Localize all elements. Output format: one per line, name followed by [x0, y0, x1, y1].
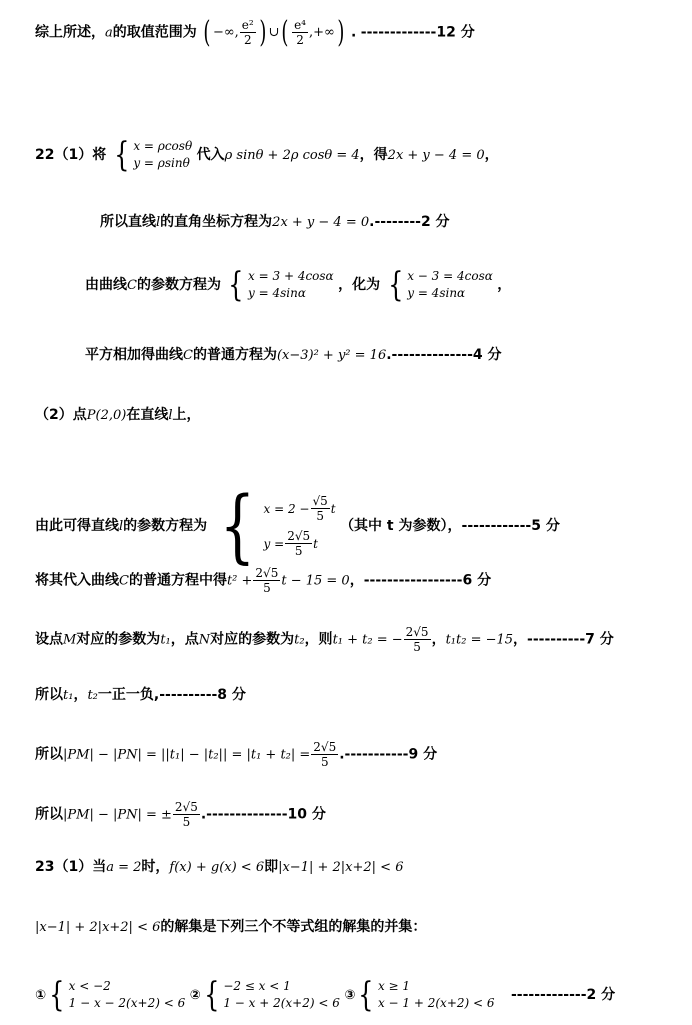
equation: |x−1| + 2|x+2| < 6 [35, 920, 161, 935]
text: 的参数方程为 [136, 277, 221, 293]
text: 平方相加得曲线 [85, 347, 183, 363]
case-marker: ① [35, 988, 47, 1003]
equation: |PM| − |PN| = ||t₁| − |t₂|| = |t₁ + t₂| = [63, 747, 311, 763]
var-t2: t₂ [87, 688, 98, 703]
text: 的直角坐标方程为 [160, 214, 273, 230]
text: 设点 [35, 631, 63, 648]
equation: |PM| − |PN| = ± [63, 807, 172, 823]
score-mark: .--------------4 分 [386, 347, 502, 363]
vieta-line: 设点M对应的参数为t₁，点N对应的参数为t₂，则t₁ + t₂ = − $\frac{2√5}{5}$ ，t₁t₂ = −15，----------7 分 [35, 625, 614, 654]
text: 的普通方程中得 [128, 572, 227, 589]
curve-param-line [85, 265, 512, 305]
equation: f(x) + g(x) < 6 [169, 860, 265, 875]
text: （其中 t 为参数）， [340, 518, 462, 534]
sys-row: y = 4sinα [407, 286, 466, 300]
score-mark: -------------2 分 [510, 987, 616, 1003]
text: 22（1）将 [35, 147, 107, 163]
var-M: M [63, 632, 77, 648]
substitute-line: 将其代入曲线C的普通方程中得t² + $\frac{2√5}{5}$ t − 15 = 0，-----------------6 分 [35, 566, 492, 595]
score-mark: .--------2 分 [369, 214, 450, 230]
text: ， [484, 147, 499, 163]
param-system-2: { x − 3 = 4cosα y = 4sinα [387, 265, 493, 305]
text: 所以直线 [100, 214, 156, 230]
q22-part2-line [35, 406, 201, 425]
var-a: a [105, 25, 113, 41]
score-mark: .-----------9 分 [339, 746, 438, 763]
text: 由曲线 [85, 277, 127, 293]
text: 的取值范围为 [112, 24, 197, 41]
equation: t² + [226, 573, 253, 589]
var-C: C [119, 573, 129, 589]
line-param-eq [35, 479, 560, 572]
text: （2）点 [35, 407, 87, 423]
case-marker: ③ [344, 988, 356, 1003]
score-mark: ------------5 分 [461, 518, 560, 534]
point-P: P(2,0) [86, 408, 127, 423]
text: . [351, 24, 357, 41]
q22-part1-line [35, 135, 499, 175]
text: ， [497, 277, 512, 293]
score-mark: -------------12 分 [360, 24, 475, 41]
text: 的参数方程为 [123, 518, 208, 534]
equation: ρ sinθ + 2ρ cosθ = 4 [224, 148, 360, 163]
equation: t₁ + t₂ = − [332, 632, 403, 648]
text: 对应的参数为 [76, 631, 161, 648]
score-mark: ----------7 分 [527, 631, 614, 648]
var-l: l [156, 215, 161, 230]
curve-standard-eq [85, 346, 502, 365]
sys-row: x = 2 − $\frac{√5}{5}$ t [263, 494, 336, 523]
sys-row: x = 3 + 4cosα [248, 269, 334, 283]
equation: a = 2 [106, 860, 142, 875]
text: 即 [264, 859, 279, 875]
abs-diff-line: 所以|PM| − |PN| = ||t₁| − |t₂|| = |t₁ + t₂| = $\frac{2√5}{5}$ .-----------9 分 [35, 740, 438, 769]
text: 在直线 [126, 407, 169, 423]
score-mark: ----------8 分 [159, 687, 246, 703]
case-system: { x < −2 1 − x − 2(x+2) < 6 [49, 975, 186, 1015]
text: 综上所述， [35, 24, 105, 41]
text: ，化为 [338, 277, 381, 293]
case-system: { −2 ≤ x < 1 1 − x + 2(x+2) < 6 [203, 975, 340, 1015]
text: 的解集是下列三个不等式组的解集的并集： [160, 919, 427, 935]
text: 上， [172, 407, 201, 423]
line-cartesian-eq [100, 213, 450, 232]
param-system: { x = 3 + 4cosα y = 4sinα [228, 265, 334, 305]
substitution-system: { x = ρcosθ y = ρsinθ [113, 135, 193, 175]
equation: 2x + y − 4 = 0 [272, 215, 370, 230]
sys-row: x = ρcosθ [133, 139, 193, 153]
sys-row: x − 3 = 4cosα [407, 269, 493, 283]
equation: t − 15 = 0 [281, 573, 350, 589]
text: 代入 [196, 147, 225, 163]
text: 将其代入曲线 [35, 572, 119, 589]
equation: t₁t₂ = −15 [445, 632, 514, 648]
var-C: C [183, 348, 193, 363]
text: 的普通方程为 [192, 347, 277, 363]
var-t1: t₁ [63, 688, 74, 703]
text: 23（1）当 [35, 859, 107, 875]
var-l: l [119, 519, 124, 534]
sys-row: y = ρsinθ [133, 156, 190, 170]
q23-part1-line [35, 858, 403, 877]
var-t1: t₁ [160, 632, 171, 648]
result-line: 所以|PM| − |PN| = ± $\frac{2√5}{5}$ .--------------10 分 [35, 800, 326, 829]
case-system: { x ≥ 1 x − 1 + 2(x+2) < 6 [358, 975, 495, 1015]
equation: 2x + y − 4 = 0 [387, 148, 485, 163]
sys-row: y = 4sinα [248, 286, 306, 300]
cases-line [35, 975, 616, 1015]
text: 时， [141, 859, 170, 875]
text: ，得 [359, 147, 388, 163]
equation: |x−1| + 2|x+2| < 6 [278, 860, 404, 875]
var-t2: t₂ [294, 632, 305, 648]
text: 由此可得直线 [35, 518, 119, 534]
text: 所以 [35, 746, 63, 763]
var-N: N [198, 632, 211, 648]
score-mark: .--------------10 分 [200, 806, 326, 823]
sys-row: y = $\frac{2√5}{5}$ t [263, 529, 318, 558]
text: 所以 [35, 806, 63, 823]
line-param-system: { x = 2 − $\frac{√5}{5}$ t y = $\frac{2√5}{5}$ t [219, 479, 336, 572]
equation: (x−3)² + y² = 16 [276, 348, 387, 363]
score-mark: -----------------6 分 [363, 572, 492, 589]
text: 所以 [35, 687, 63, 703]
var-l: l [168, 408, 173, 423]
var-C: C [127, 278, 137, 293]
sign-line: 所以t₁，t₂一正一负,----------8 分 [35, 687, 246, 703]
case-marker: ② [189, 988, 201, 1003]
conclusion-line [35, 14, 475, 50]
range-expression: ( −∞, $\frac{\text{e²}}{2}$ ) ∪ ( $\frac{\text{e⁴}}{2}$ ,+∞ ) [203, 14, 345, 50]
text: 一正一负, [97, 687, 160, 703]
text: 对应的参数为 [210, 631, 295, 648]
solution-set-line [35, 918, 426, 937]
